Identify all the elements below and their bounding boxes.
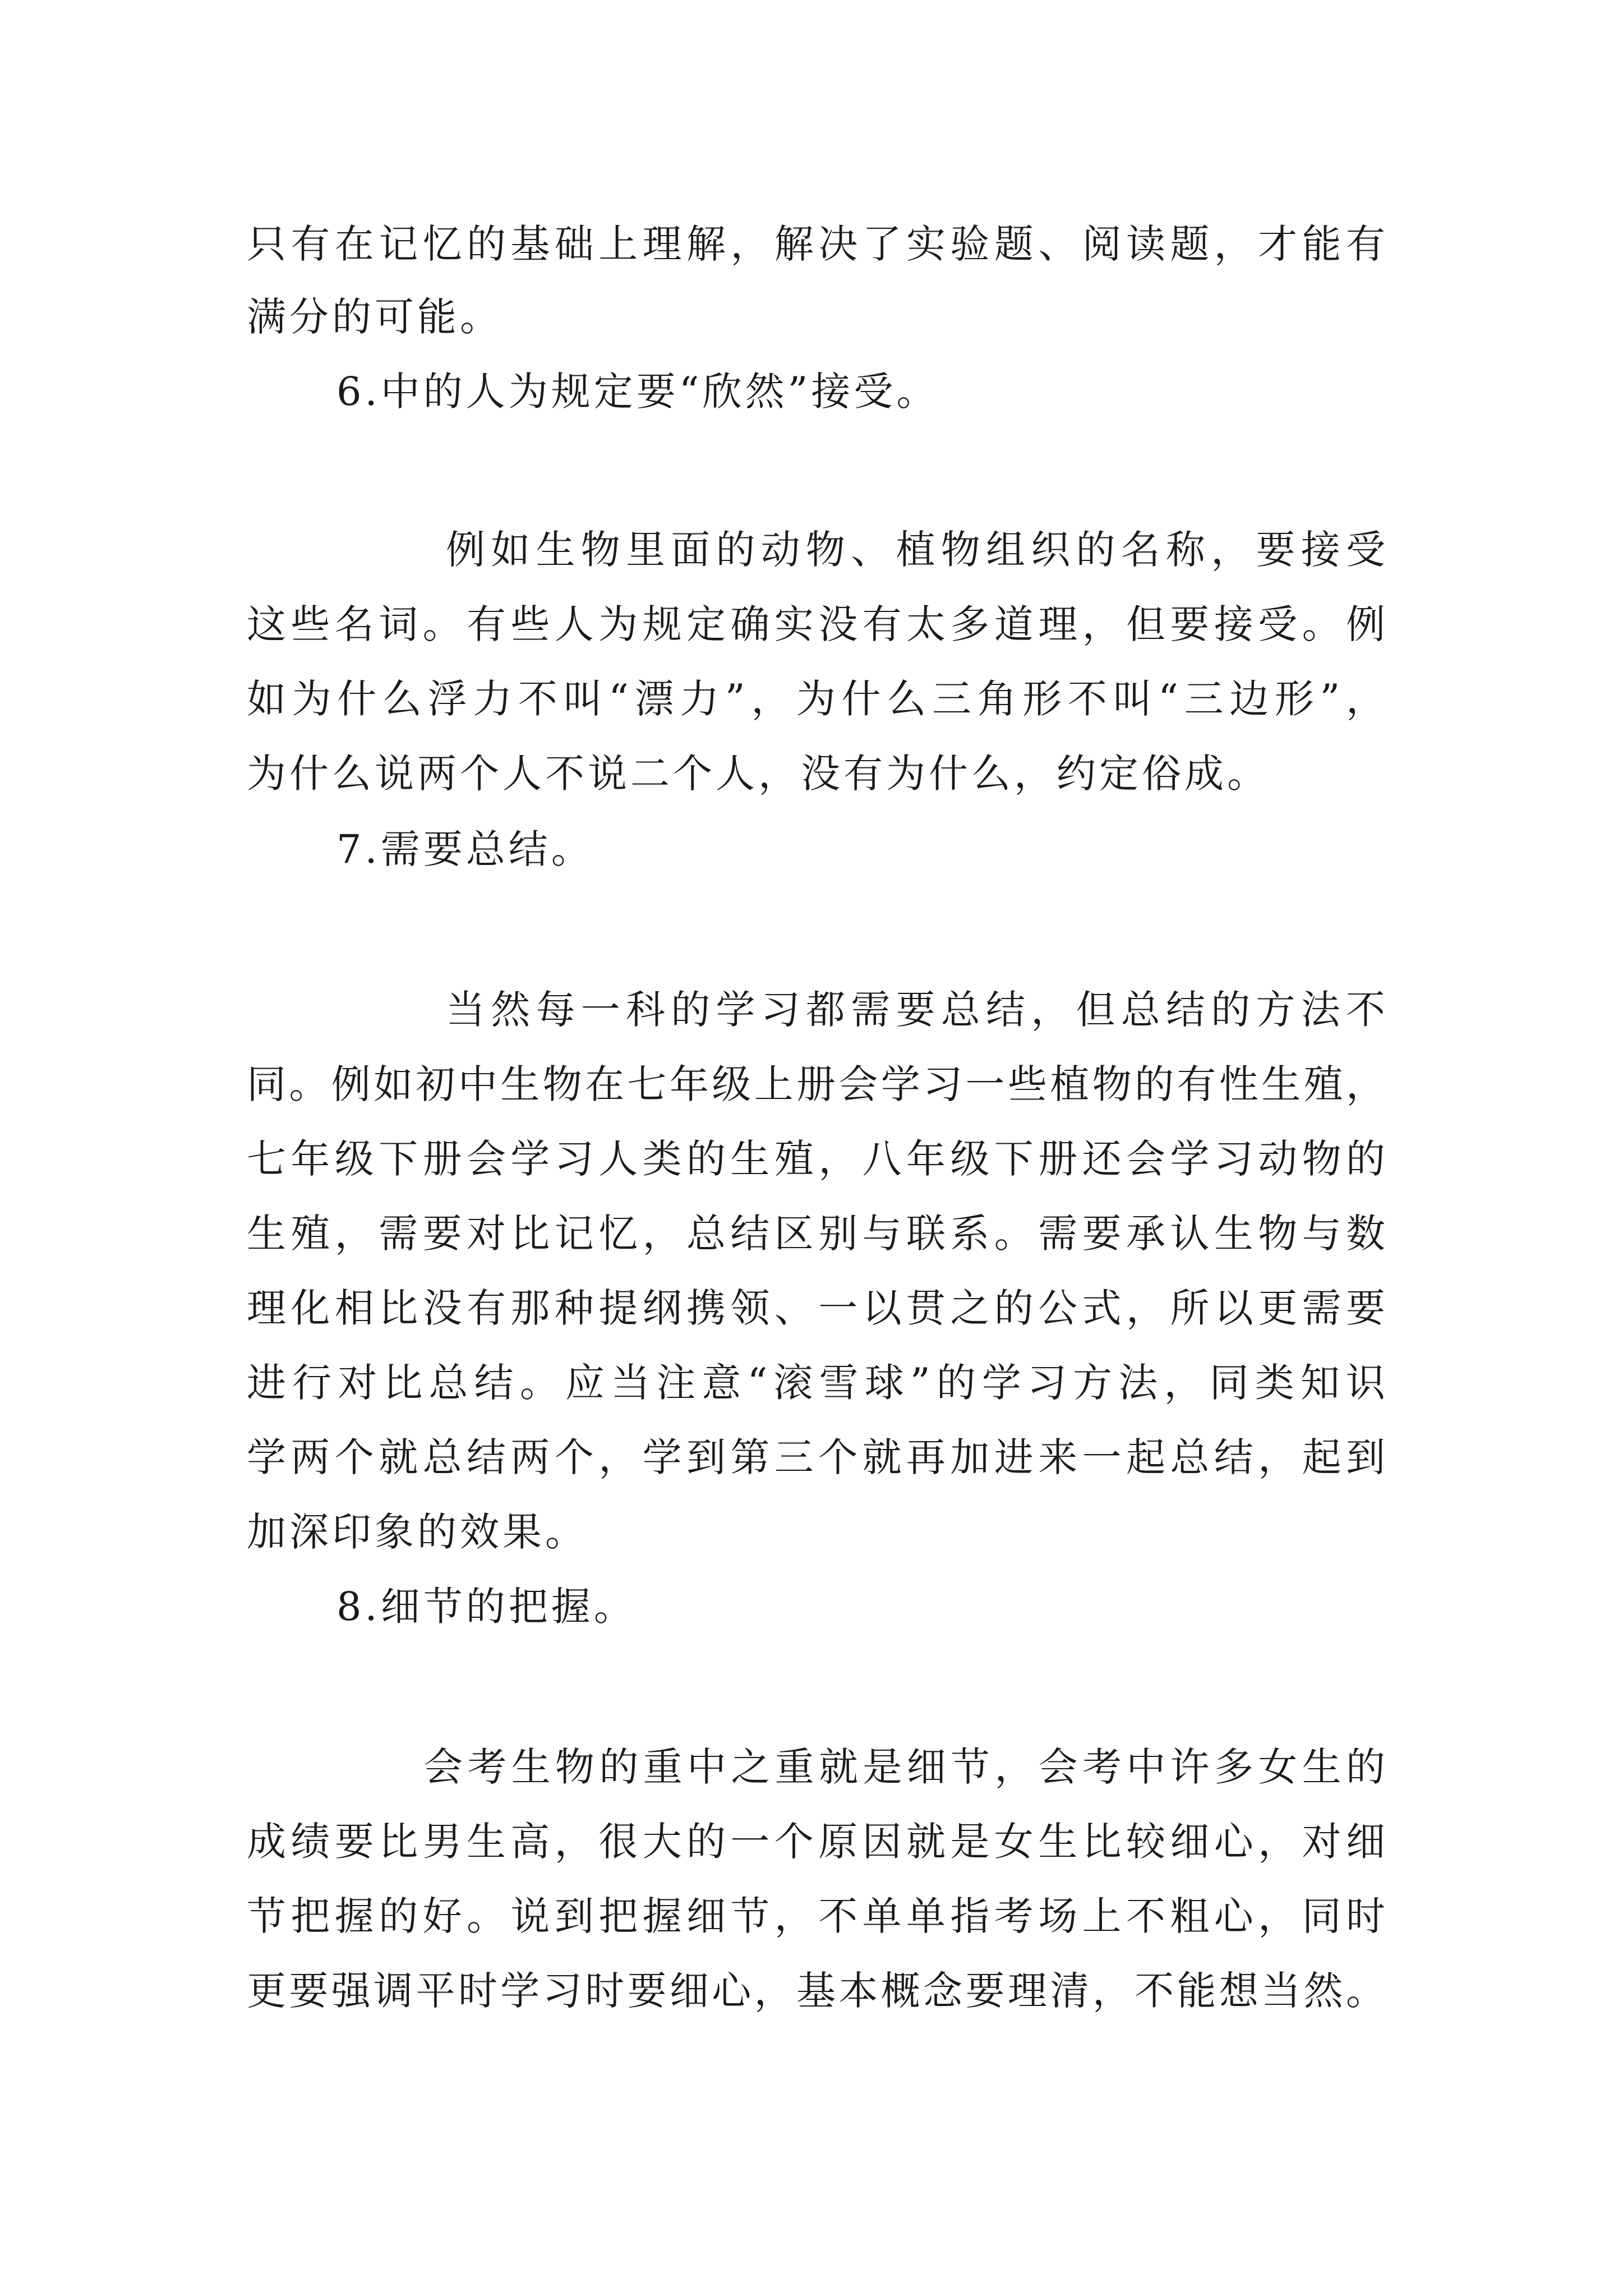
section-heading: 6.中的人为规定要“欣然”接受。 bbox=[336, 369, 939, 415]
text-line: 同。例如初中生物在七年级上册会学习一些植物的有性生殖， bbox=[247, 1061, 1385, 1107]
text-line: 如为什么浮力不叫“漂力”，为什么三角形不叫“三边形”， bbox=[247, 676, 1385, 722]
text-line: 节把握的好。说到把握细节，不单单指考场上不粗心，同时 bbox=[247, 1893, 1385, 1939]
text-line: 会考生物的重中之重就是细节，会考中许多女生的 bbox=[423, 1744, 1385, 1790]
text-line: 成绩要比男生高，很大的一个原因就是女生比较细心，对细 bbox=[247, 1819, 1385, 1865]
text-line: 生殖，需要对比记忆，总结区别与联系。需要承认生物与数 bbox=[247, 1211, 1385, 1257]
text-line: 只有在记忆的基础上理解，解决了实验题、阅读题，才能有 bbox=[247, 221, 1385, 267]
text-line: 例如生物里面的动物、植物组织的名称，要接受 bbox=[446, 527, 1385, 573]
section-heading: 8.细节的把握。 bbox=[336, 1584, 637, 1630]
section-heading: 7.需要总结。 bbox=[336, 826, 594, 872]
text-line: 为什么说两个人不说二个人，没有为什么，约定俗成。 bbox=[247, 751, 1270, 797]
text-line: 学两个就总结两个，学到第三个就再加进来一起总结，起到 bbox=[247, 1434, 1385, 1480]
text-line: 这些名词。有些人为规定确实没有太多道理，但要接受。例 bbox=[247, 601, 1385, 647]
text-line: 七年级下册会学习人类的生殖，八年级下册还会学习动物的 bbox=[247, 1136, 1385, 1182]
text-line: 当然每一科的学习都需要总结，但总结的方法不 bbox=[446, 987, 1385, 1033]
text-line: 满分的可能。 bbox=[247, 294, 502, 340]
text-line: 进行对比总结。应当注意“滚雪球”的学习方法，同类知识 bbox=[247, 1360, 1385, 1406]
text-line: 加深印象的效果。 bbox=[247, 1509, 588, 1555]
text-line: 理化相比没有那种提纲携领、一以贯之的公式，所以更需要 bbox=[247, 1285, 1385, 1331]
text-line: 更要强调平时学习时要细心，基本概念要理清，不能想当然。 bbox=[247, 1968, 1385, 2014]
